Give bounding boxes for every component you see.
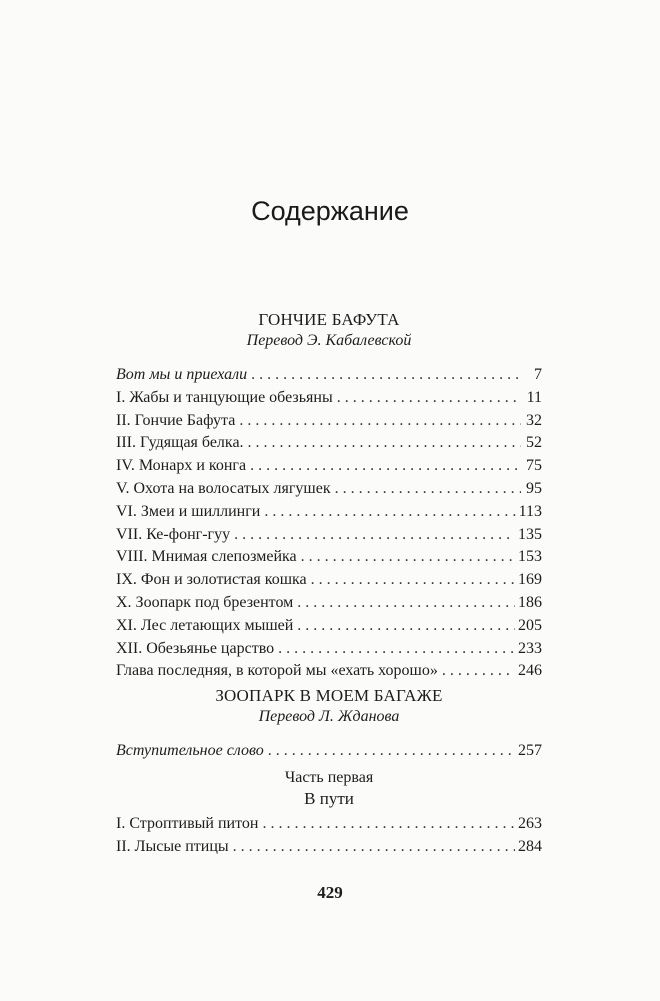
entry-page: 246	[518, 662, 542, 680]
toc-entry[interactable]	[116, 546, 542, 569]
toc-entry[interactable]	[116, 836, 542, 859]
entry-page: 52	[526, 434, 542, 452]
leader-dots	[442, 660, 515, 683]
entry-page: 32	[526, 411, 542, 429]
entry-label: IX. Фон и золотистая кошка	[116, 571, 307, 589]
toc-list	[116, 364, 542, 683]
toc-entry[interactable]	[116, 592, 542, 615]
entry-label: Вот мы и приехали	[116, 366, 248, 383]
page-number: 429	[317, 883, 343, 902]
leader-dots	[251, 364, 521, 387]
leader-dots	[337, 387, 521, 410]
section-title: ГОНЧИЕ БАФУТА	[258, 310, 400, 329]
entry-page: 205	[518, 616, 542, 634]
toc-entry[interactable]	[116, 478, 542, 501]
toc-entry[interactable]	[116, 638, 542, 661]
part-label: Часть первая	[284, 768, 374, 786]
entry-label: IV. Монарх и конга	[116, 457, 247, 475]
toc-entry[interactable]	[116, 501, 542, 524]
leader-dots	[248, 432, 521, 455]
entry-page: 169	[518, 571, 542, 589]
toc-list	[116, 813, 542, 859]
entry-label: XI. Лес летающих мышей	[116, 616, 294, 634]
leader-dots	[233, 836, 515, 859]
entry-page: 186	[518, 593, 542, 611]
section-zoopark	[116, 686, 542, 858]
toc-entry-intro[interactable]	[116, 740, 542, 763]
entry-label: Вступительное слово	[116, 742, 264, 759]
entry-page: 233	[518, 639, 542, 657]
entry-label: II. Лысые птицы	[116, 837, 229, 855]
leader-dots	[268, 740, 515, 763]
toc-entry[interactable]	[116, 455, 542, 478]
section-gonchie-bafuta	[116, 310, 542, 683]
leader-dots	[278, 638, 515, 661]
entry-page: 257	[518, 742, 542, 759]
toc-entry[interactable]	[116, 813, 542, 836]
entry-label: VIII. Мнимая слепозмейка	[116, 548, 297, 566]
entry-label: XII. Обезьянье царство	[116, 639, 275, 657]
entry-label: II. Гончие Бафута	[116, 411, 236, 429]
leader-dots	[234, 524, 515, 547]
toc-entry[interactable]	[116, 432, 542, 455]
toc-entry[interactable]	[116, 364, 542, 387]
entry-page: 153	[518, 548, 542, 566]
entry-label: I. Строптивый питон	[116, 814, 259, 832]
entry-label: VI. Змеи и шиллинги	[116, 502, 261, 520]
entry-label: I. Жабы и танцующие обезьяны	[116, 388, 333, 406]
leader-dots	[262, 813, 515, 836]
toc-entry[interactable]	[116, 569, 542, 592]
leader-dots	[239, 410, 521, 433]
entry-page: 113	[518, 502, 542, 520]
part-title: В пути	[304, 788, 354, 808]
entry-page: 284	[518, 837, 542, 855]
toc-entry[interactable]	[116, 524, 542, 547]
page-title: Содержание	[251, 196, 409, 226]
leader-dots	[301, 546, 515, 569]
leader-dots	[311, 569, 515, 592]
entry-page: 7	[534, 366, 542, 383]
entry-label: III. Гудящая белка.	[116, 434, 244, 452]
entry-page: 135	[518, 525, 542, 543]
leader-dots	[297, 615, 515, 638]
entry-label: X. Зоопарк под брезентом	[116, 593, 294, 611]
entry-page: 11	[526, 388, 542, 406]
entry-page: 263	[518, 814, 542, 832]
entry-label: VII. Ке-фонг-гуу	[116, 525, 231, 543]
entry-page: 75	[526, 457, 542, 475]
toc-entry[interactable]	[116, 660, 542, 683]
entry-label: Глава последняя, в которой мы «ехать хорошо»	[116, 662, 438, 680]
toc-entry[interactable]	[116, 615, 542, 638]
leader-dots	[297, 592, 515, 615]
toc-entry[interactable]	[116, 387, 542, 410]
entry-page: 95	[526, 479, 542, 497]
entry-label: V. Охота на волосатых лягушек	[116, 479, 331, 497]
section-translator: Перевод Э. Кабалевской	[246, 332, 412, 349]
section-title: ЗООПАРК В МОЕМ БАГАЖЕ	[215, 686, 443, 705]
leader-dots	[335, 478, 521, 501]
section-translator: Перевод Л. Жданова	[258, 708, 400, 725]
leader-dots	[250, 455, 521, 478]
toc-entry[interactable]	[116, 410, 542, 433]
leader-dots	[264, 501, 515, 524]
